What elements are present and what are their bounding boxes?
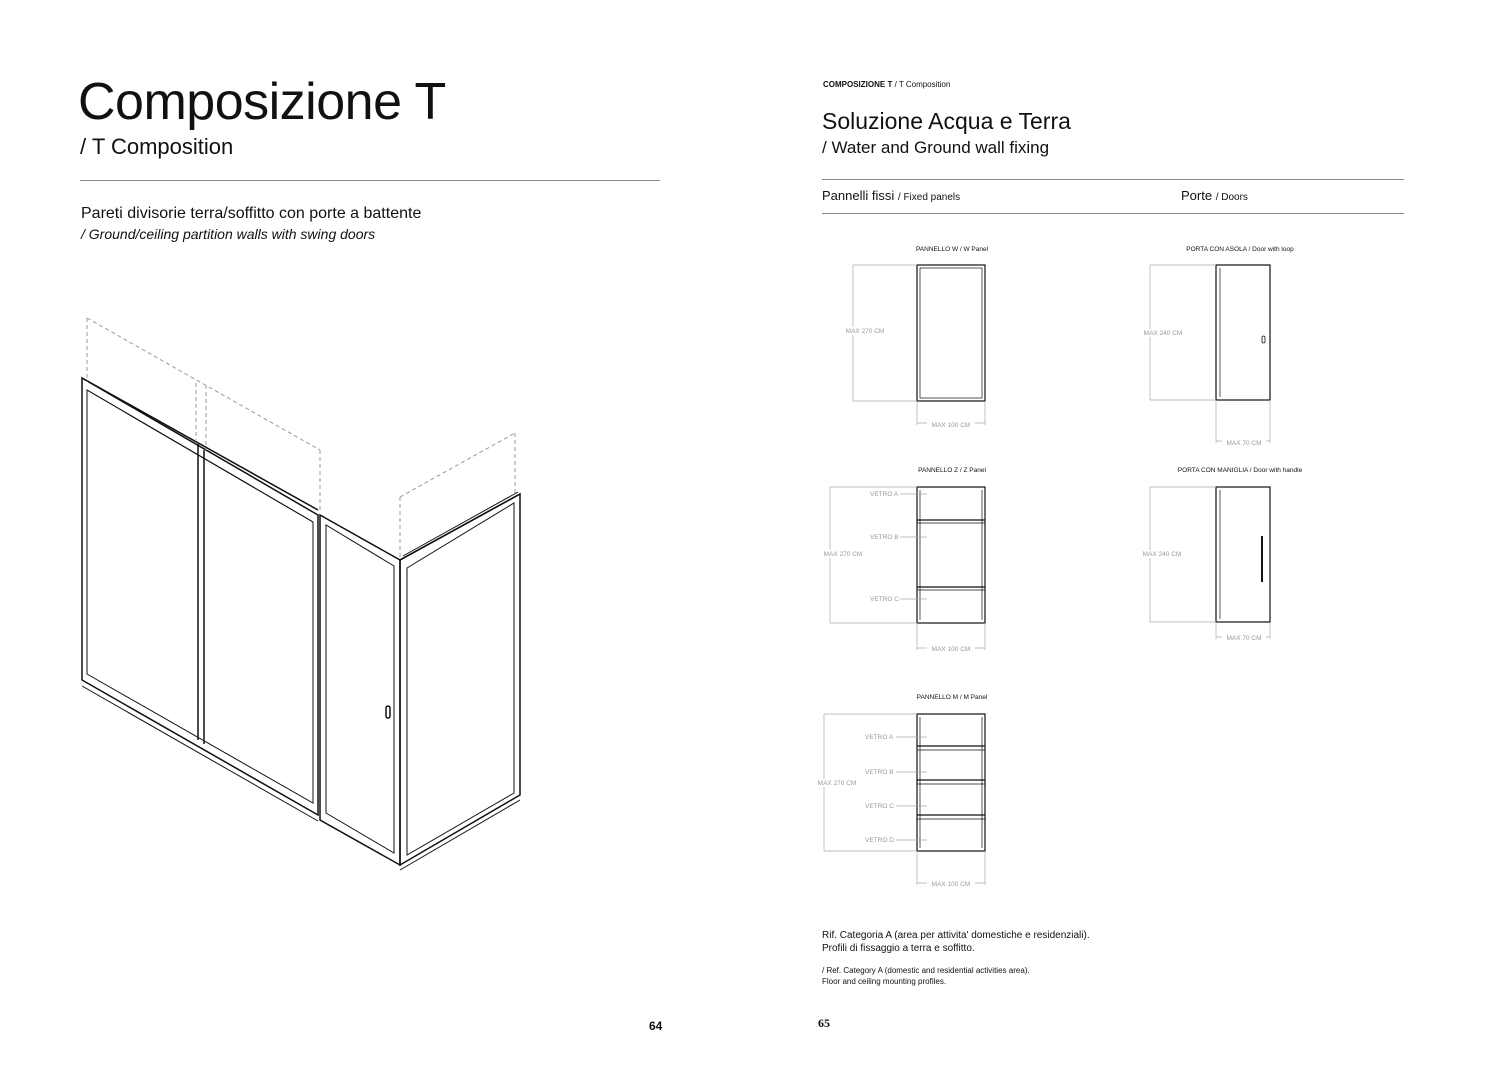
divider-top	[822, 179, 1404, 180]
section-fixed-label-en: / Fixed panels	[897, 192, 961, 203]
notes-en-1: / Ref. Category A (domestic and residential activities area).	[822, 966, 1030, 975]
panel-z-height: MAX 270 CM	[823, 551, 863, 558]
door-handle-width: MAX 70 CM	[1226, 635, 1262, 642]
panel-m-glass-d: VETRO D	[865, 837, 894, 844]
section-doors-label-en: / Doors	[1215, 192, 1248, 203]
panel-m-height: MAX 270 CM	[817, 780, 857, 787]
panel-w-width: MAX 100 CM	[931, 422, 971, 429]
door-loop-height: MAX 240 CM	[1143, 330, 1183, 337]
panel-z-glass-c: VETRO C	[870, 596, 899, 603]
solution-title: Soluzione Acqua e Terra	[822, 108, 1071, 134]
section-doors	[1181, 188, 1248, 203]
panel-z-label: PANNELLO Z / Z Panel	[918, 467, 986, 474]
notes-it-1: Rif. Categoria A (area per attivita' domestiche e residenziali).	[822, 930, 1090, 941]
page-title: Composizione T	[78, 73, 446, 131]
panel-m-width: MAX 100 CM	[931, 881, 971, 888]
page-subtitle: / T Composition	[80, 134, 234, 159]
breadcrumb-section: COMPOSIZIONE T	[823, 80, 893, 89]
panel-m-glass-b: VETRO B	[865, 769, 894, 776]
notes-en-2: Floor and ceiling mounting profiles.	[822, 977, 947, 986]
panel-m-glass-a: VETRO A	[865, 734, 894, 741]
divider	[80, 180, 660, 181]
panel-m-label: PANNELLO M / M Panel	[916, 694, 988, 701]
panel-z-glass-a: VETRO A	[870, 491, 899, 498]
page-number-right: 65	[818, 1016, 830, 1030]
door-handle-label: PORTA CON MANIGLIA / Door with handle	[1177, 467, 1303, 474]
notes-it-2: Profili di fissaggio a terra e soffitto.	[822, 943, 975, 954]
panel-z-width: MAX 100 CM	[931, 646, 971, 653]
section-fixed-label: Pannelli fissi	[822, 188, 895, 203]
page-number-left: 64	[649, 1019, 663, 1033]
section-heading-en: / Ground/ceiling partition walls with swing doors	[81, 226, 376, 242]
solution-subtitle: / Water and Ground wall fixing	[822, 138, 1050, 157]
panel-w-height: MAX 270 CM	[845, 328, 885, 335]
panel-w-label: PANNELLO W / W Panel	[915, 246, 989, 253]
divider-section	[822, 213, 1404, 214]
technical-drawings	[800, 230, 1360, 900]
breadcrumb	[823, 80, 950, 89]
panel-z-glass-b: VETRO B	[870, 534, 899, 541]
door-handle-height: MAX 240 CM	[1142, 551, 1182, 558]
breadcrumb-en: / T Composition	[894, 80, 951, 89]
panel-m-glass-c: VETRO C	[865, 803, 894, 810]
isometric-composition-drawing	[0, 300, 560, 880]
door-loop-label: PORTA CON ASOLA / Door with loop	[1186, 246, 1294, 253]
section-heading: Pareti divisorie terra/soffitto con porte a battente	[81, 205, 422, 222]
door-loop-width: MAX 70 CM	[1226, 440, 1262, 447]
section-doors-label: Porte	[1181, 188, 1213, 203]
section-fixed-panels	[822, 188, 960, 203]
